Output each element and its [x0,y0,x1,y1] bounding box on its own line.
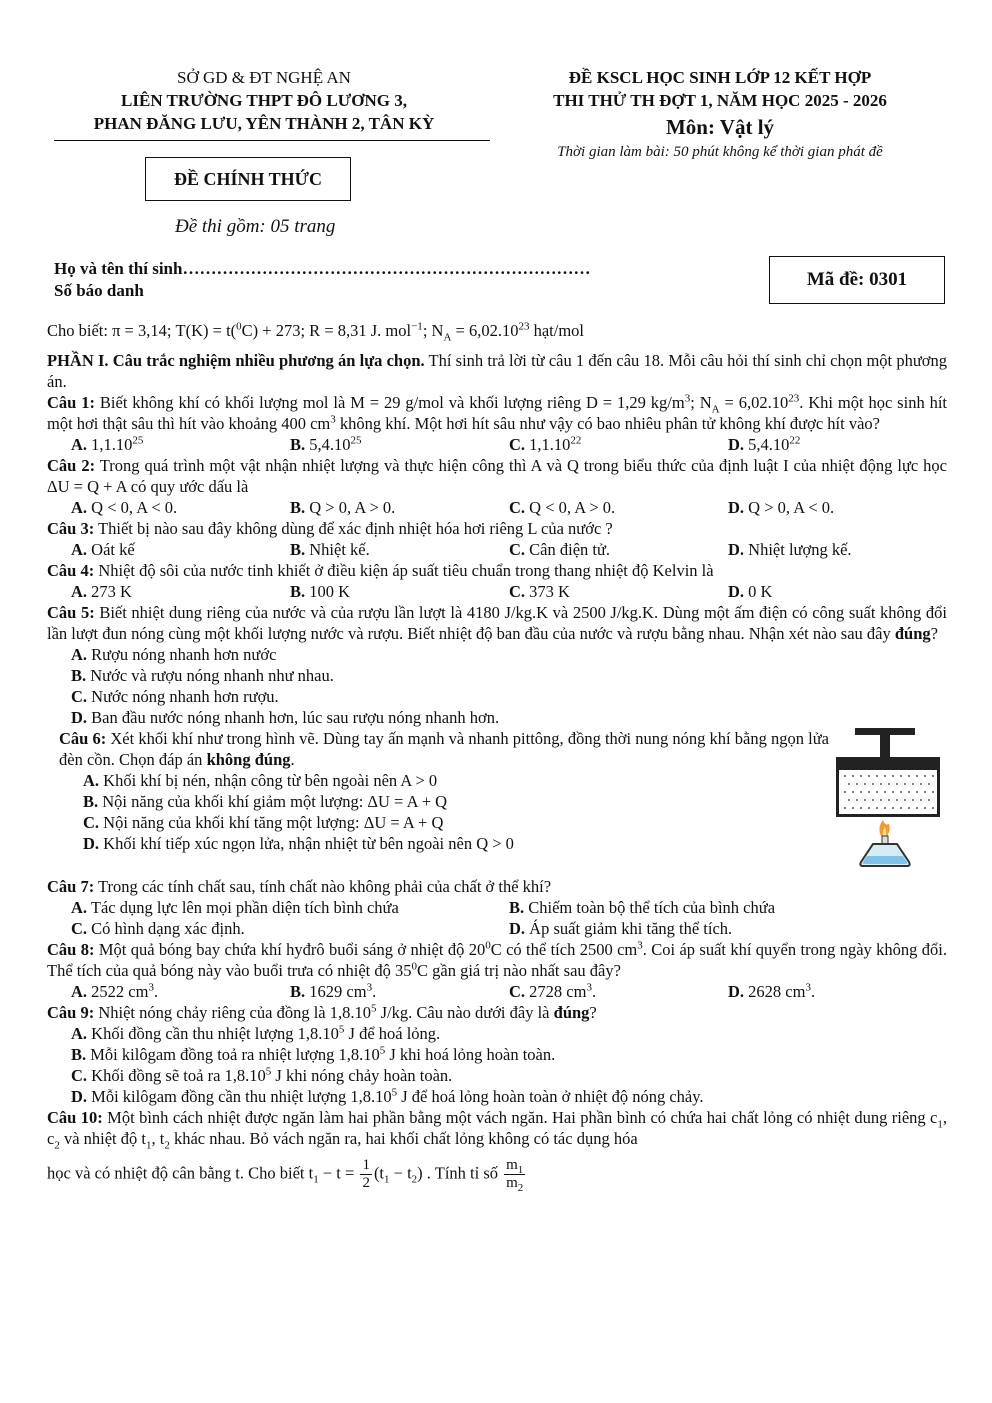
question-5-options [47,644,947,728]
question-2 [47,455,947,497]
option-a[interactable]: A. 2522 $cm^3$. [71,981,159,1001]
option-a[interactable]: A. Khối đồng cần thu nhiệt lượng 1,8.10$^5$ J để hoá lỏng. [71,1023,441,1043]
option-a[interactable]: A. Oát kế [71,540,135,559]
part1-instructions: Thí sinh trả lời từ câu 1 đến câu 18. Mỗi câu hỏi thí sinh chỉ chọn một phương án. [47,351,947,391]
header-divider [54,140,490,141]
piston-flame-figure [833,728,951,888]
question-4-options [47,581,947,602]
exam-content [47,320,947,1192]
subject: Môn: Vật lý [665,115,775,139]
school-name-line2: PHAN ĐĂNG LƯU, YÊN THÀNH 2, TÂN KỲ [93,114,435,133]
option-d[interactable]: D. 0 K [728,582,773,601]
option-c[interactable]: C. 373 K [509,582,570,601]
header-right [500,66,940,162]
official-badge: ĐỀ CHÍNH THỨC [145,157,351,201]
option-b[interactable]: B. Chiếm toàn bộ thể tích của bình chứa [509,898,776,917]
option-c[interactable]: C. 2728 $cm^3$. [509,981,597,1001]
piston-rod [880,735,890,757]
option-c[interactable]: C. 1,1.10$^{22}$ [509,434,582,454]
option-d[interactable]: D. 2628 $cm^3$. [728,981,816,1001]
question-9: Câu 9: Nhiệt nóng chảy riêng của đồng là 1,8.10$^5$ J/kg. Câu nào dưới đây là đúng? [47,1002,597,1022]
piston-head [838,757,938,770]
question-8-options [47,981,947,1002]
option-b[interactable]: B. Nước và rượu nóng nhanh như nhau. [71,666,334,685]
option-a[interactable]: A. 273 K [71,582,132,601]
student-name-field: Họ và tên thí sinh……………………………………………………………… [54,259,591,278]
option-d[interactable]: D. Ban đầu nước nóng nhanh hơn, lúc sau rượu nóng nhanh hơn. [71,708,500,727]
question-9-options [47,1023,947,1107]
option-a[interactable]: A. Khối khí bị nén, nhận công từ bên ngoài nên A > 0 [83,771,438,790]
question-text: Trong quá trình một vật nhận nhiệt lượng và thực hiện công thì A và Q trong biểu thức của định luật I của nhiệt động lực học ΔU = Q + A có quy ước dấu là [47,456,948,496]
option-d[interactable]: D. Mỗi kilôgam đồng cần thu nhiệt lượng 1,8.10$^5$ J để hoá lỏng hoàn toàn ở nhiệt độ nóng chảy. [71,1086,704,1106]
part1-title: PHẦN I. Câu trắc nghiệm nhiều phương án lựa chọn. [47,351,425,370]
option-b[interactable]: B. Q > 0, A > 0. [290,498,396,517]
question-7-options-row1 [47,897,947,918]
question-3-options [47,539,947,560]
question-7-options-row2 [47,918,947,939]
option-a[interactable]: A. 1,1.10$^{25}$ [71,434,144,454]
department-name: SỞ GD & ĐT NGHỆ AN [177,68,351,87]
part1-heading [47,350,947,392]
option-d[interactable]: D. Áp suất giảm khi tăng thể tích. [509,919,733,938]
option-c[interactable]: C. Khối đồng sẽ toả ra 1,8.10$^5$ J khi nóng chảy hoàn toàn. [71,1065,453,1085]
option-b[interactable]: B. 5,4.10$^{25}$ [290,434,362,454]
option-c[interactable]: C. Q < 0, A > 0. [509,498,616,517]
school-name-line1: LIÊN TRƯỜNG THPT ĐÔ LƯƠNG 3, [121,91,407,110]
option-d[interactable]: D. Khối khí tiếp xúc ngọn lửa, nhận nhiệt từ bên ngoài nên Q > 0 [83,834,514,853]
question-4: Câu 4: Nhiệt độ sôi của nước tinh khiết ở điều kiện áp suất tiêu chuẩn trong thang nhiệt độ Kelvin là [47,561,714,580]
exam-subtitle: THI THỬ TH ĐỢT 1, NĂM HỌC 2025 - 2026 [553,91,887,110]
question-3: Câu 3: Thiết bị nào sau đây không dùng để xác định nhiệt hóa hơi riêng L của nước ? [47,519,613,538]
option-c[interactable]: C. Nước nóng nhanh hơn rượu. [71,687,279,706]
question-1: Câu 1: Biết không khí có khối lượng mol là M = 29 g/mol và khối lượng riêng D = 1,29 $kg/m^3$; $N_A = 6,02.10^{23}$. Khi một học sinh hít một hơi thật sâu thì hít vào khoảng 400 $cm^3$ không khí. Một hơi hít sâu như vậy có bao nhiêu phân tử không khí được hít vào? [47,392,948,433]
question-1-options [47,434,947,455]
question-label: Câu 1: [47,393,95,412]
option-a[interactable]: A. Q < 0, A < 0. [71,498,178,517]
option-b[interactable]: B. Mỗi kilôgam đồng toả ra nhiệt lượng 1,8.10$^5$ J khi hoá lỏng hoàn toàn. [71,1044,556,1064]
given-constants: Cho biết: π = 3,14; T(K) = t($^0$C) + 273; R = 8,31 J. mol$^{-1}$; $N_A = 6,02.10^{23}$ hạt/mol [47,320,584,344]
option-c[interactable]: C. Cân điện tử. [509,540,611,559]
question-10-formula: học và có nhiệt độ cân bằng t. Cho biết $t_1 - t$ = $\frac{1}{2}$ $(t_1 - t_2)$ . Tính tỉ số $\frac{m_1}{m_2}$ [47,1157,524,1194]
option-d[interactable]: D. Q > 0, A < 0. [728,498,835,517]
option-b[interactable]: B. Nhiệt kế. [290,540,370,559]
option-b[interactable]: B. Nội năng của khối khí giảm một lượng: ΔU = A + Q [83,792,448,811]
header-left [40,66,488,135]
question-5: Câu 5: Biết nhiệt dung riêng của nước và của rượu lần lượt là 4180 J/kg.K và 2500 J/kg.K. Dùng một ấm điện có công suất không đổi lần lượt đun nóng cùng một khối lượng nước và rượu. Biết nhiệt độ ban đầu của nước và rượu bằng nhau. Nhận xét nào sau đây đúng? [47,603,947,643]
question-label: Câu 2: [47,456,96,475]
option-d[interactable]: D. Nhiệt lượng kế. [728,540,852,559]
option-a[interactable]: A. Rượu nóng nhanh hơn nước [71,645,277,664]
exam-title: ĐỀ KSCL HỌC SINH LỚP 12 KẾT HỢP [568,68,872,87]
option-b[interactable]: B. 100 K [290,582,351,601]
student-info [54,258,590,302]
question-6: Câu 6: Xét khối khí như trong hình vẽ. Dùng tay ấn mạnh và nhanh pittông, đồng thời nung nóng khí bằng ngọn lửa đèn cồn. Chọn đáp án không đúng. A. Khối khí bị nén, nhận công từ bên ngoài nên A > 0 B. Nội năng của khối khí giảm một lượng: ΔU = A + Q C. Nội năng của khối khí tăng một lượng: ΔU = A + Q D. Khối khí tiếp xúc ngọn lửa, nhận nhiệt từ bên ngoài nên Q > 0 [47,728,947,876]
student-id-field: Số báo danh [54,281,144,300]
option-d[interactable]: D. 5,4.10$^{22}$ [728,434,801,454]
option-a[interactable]: A. Tác dụng lực lên mọi phần diện tích bình chứa [71,898,399,917]
exam-code: Mã đề: 0301 [769,256,945,304]
question-2-options [47,497,947,518]
option-c[interactable]: C. Có hình dạng xác định. [71,919,245,938]
time-limit: Thời gian làm bài: 50 phút không kể thời gian phát đề [557,144,883,160]
page-count: Đề thi gồm: 05 trang [175,216,336,237]
option-c[interactable]: C. Nội năng của khối khí tăng một lượng: ΔU = A + Q [83,813,444,832]
question-6-options [59,770,829,854]
question-7: Câu 7: Trong các tính chất sau, tính chất nào không phải của chất ở thể khí? [47,877,552,896]
option-b[interactable]: B. 1629 $cm^3$. [290,981,377,1001]
piston-handle-top [855,728,915,735]
question-10: Câu 10: Một bình cách nhiệt được ngăn làm hai phần bằng một vách ngăn. Hai phần bình có chứa hai chất lỏng có nhiệt dung riêng $c_1$, $c_2$ và nhiệt độ $t_1$, $t_2$ khác nhau. Bỏ vách ngăn ra, hai khối chất lỏng không có tác dụng hóa [47,1108,948,1152]
question-8: Câu 8: Một quả bóng bay chứa khí hyđrô buổi sáng ở nhiệt độ $20^0C$ có thể tích 2500 $cm^3$. Coi áp suất khí quyển trong ngày không đổi. Thể tích của quả bóng này vào buổi trưa có nhiệt độ $35^0C$ gần giá trị nào nhất sau đây? [47,939,947,980]
